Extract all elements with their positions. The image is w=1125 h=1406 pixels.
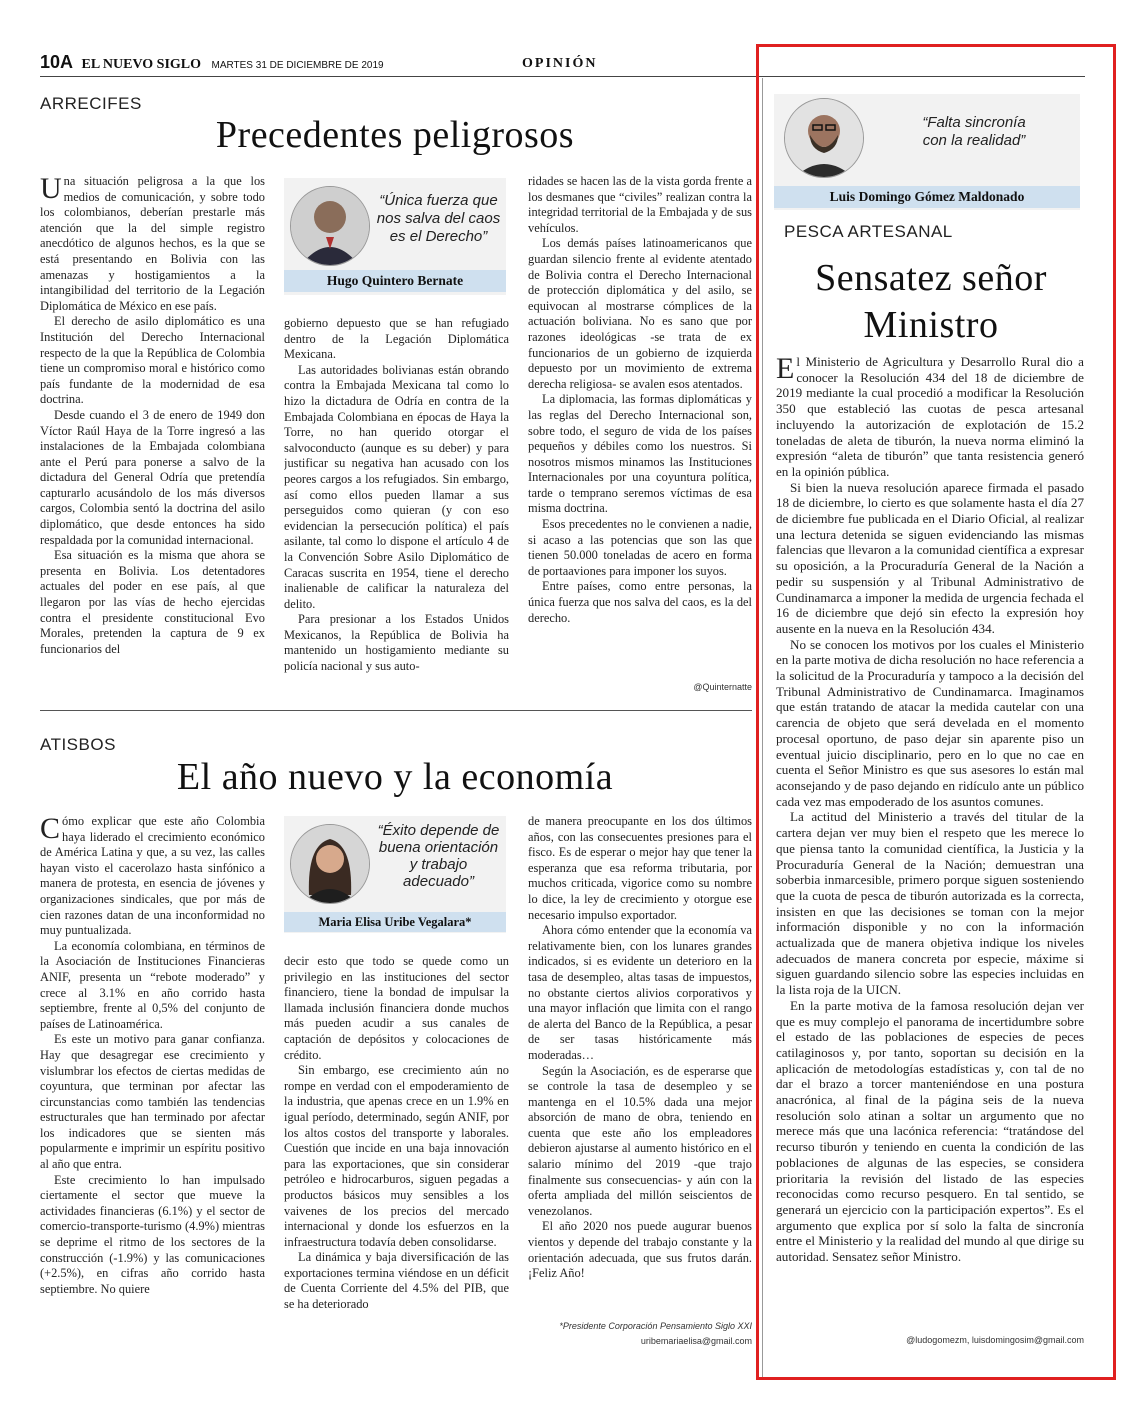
paragraph: ridades se hacen las de la vista gorda frente a los desmanes que “civiles” realizan contra la integridad territorial de la Embajada y de sus vehículos. — [528, 174, 752, 235]
article1-pull-quote: “Única fuerza que nos salva del caos es el Derecho” — [376, 192, 501, 245]
article2-author: Maria Elisa Uribe Vegalara* — [284, 912, 506, 932]
drop-cap: E — [776, 354, 795, 385]
article2-pull-quote: “Éxito depende de buena orientación y trabajo adecuado” — [377, 822, 500, 890]
article2-kicker: ATISBOS — [40, 735, 116, 754]
section-title: OPINIÓN — [522, 56, 598, 71]
article1-kicker: ARRECIFES — [40, 94, 142, 113]
paragraph: Entre países, como entre personas, la única fuerza que nos salva del caos, es la del derecho. — [528, 579, 752, 625]
article3-author: Luis Domingo Gómez Maldonado — [774, 186, 1080, 208]
article3-quote-box — [774, 94, 1080, 210]
article3-kicker: PESCA ARTESANAL — [784, 222, 953, 241]
paragraph: Este crecimiento lo han impulsado ciertamente el sector que mueve la actividades financieras (6.1%) y el sector de comercio-transporte-turismo (4.9%) mientras se deprime el ritmo de los sectores de la construcción (-1.9%) y las comunicaciones (+2.5%), en cifras año corrido hasta septiembre. No quiere — [40, 1172, 265, 1296]
paragraph: El año 2020 nos puede augurar buenos vientos y depende del trabajo constante y la orientación adecuada, que sus frutos darán. ¡Feliz Año! — [528, 1219, 752, 1281]
paragraph: La actitud del Ministerio a través del titular de la cartera dejan ver muy bien el respeto que les merece lo que piensa tanto la comunidad científica, la Justicia y la Procuraduría General de la Nación; demuestran una soberbia inmarcesible, primero porque siguen sosteniendo que la cuota de pesca de tiburón autorizada es la correcta, insisten en que las decisiones se toman con la mejor información disponible y no con la información actualizada que de manera objetiva indique los niveles adecuados de manera concreta por especie, máxime si siguen guardando silencio sobre las especies incluidas en la lista roja de la UICN. — [776, 809, 1084, 998]
paragraph: Esos precedentes no le convienen a nadie, si acaso a las potencias que son las que tienen 50.000 toneladas de acero en forma de portaaviones para imponer los suyos. — [528, 517, 752, 578]
paragraph: Cómo explicar que este año Colombia haya liderado el crecimiento económico de América Latina y que, a su vez, las calles hayan visto el cacerolazo hasta sinfónico a manera de protesta, en esencia de jóvenes y organizaciones sindicales, que por más de cien razones datan de una inconformidad no muy puntualizada. — [40, 814, 265, 938]
masthead-left — [40, 52, 384, 73]
paragraph: Las autoridades bolivianas están obrando contra la Embajada Mexicana tal como lo hizo la dictadura de Odría en contra de la Embajada Colombiana en épocas de Haya la Torre, no han querido otorgar el salvoconducto (aunque es su deber) y para justificar su negativa han acusado con los peores cargos a los refugiados. Sin embargo, así como ellos pueden llamar a sus perseguidos como quieran (y con eso evidencian la persecución política) el país asilante, tal como lo dispone el artículo 4 de la Convención Sobre Asilo Diplomático de Caracas suscrita en 1954, tiene el derecho inalienable de calificar la naturaleza del delito. — [284, 362, 509, 611]
article2-signature: uribemariaelisa@gmail.com — [640, 1336, 752, 1346]
page-number: 10A — [40, 52, 74, 72]
article1-signature: @Quinternatte — [693, 682, 752, 692]
drop-cap: U — [40, 174, 62, 205]
article3-column — [776, 354, 1084, 1329]
article1-column-1 — [40, 174, 265, 694]
article2-title: El año nuevo y la economía — [176, 756, 614, 798]
article3-signature: @ludogomezm, luisdomingosim@gmail.com — [906, 1335, 1084, 1345]
article2-column-1 — [40, 814, 265, 1354]
author-photo — [290, 186, 370, 266]
article3-pull-quote: “Falta sincronía con la realidad” — [922, 114, 1026, 149]
issue-date: MARTES 31 DE DICIEMBRE DE 2019 — [211, 60, 384, 71]
article1-column-3 — [528, 174, 752, 679]
paragraph: La dinámica y baja diversificación de las exportaciones termina viéndose en un déficit de Cuenta Corriente del 4.5% del PIB, que se ha deteriorado — [284, 1250, 509, 1312]
article2-footnote: *Presidente Corporación Pensamiento Siglo XXI — [559, 1321, 752, 1331]
article2-quote-box — [284, 816, 506, 933]
newspaper-name: EL NUEVO SIGLO — [81, 57, 202, 72]
article2-column-2 — [284, 954, 509, 1354]
paragraph: El Ministerio de Agricultura y Desarrollo Rural dio a conocer la Resolución 434 del 18 de diciembre de 2019 mediante la cual procedió a modificar la Resolución 350 que estableció las cuotas de pesca artesanal incluyendo la autorización de explotación de 15.2 toneladas de aleta de tiburón, la nueva norma eliminó la expresión “aleta de tiburón” que tanta resistencia generó en la opinión pública. — [776, 354, 1084, 479]
paragraph: Según la Asociación, es de esperarse que se controle la tasa de desempleo y se mantenga en el 10.5% dada una mejor absorción de mano de obra, teniendo en cuenta que este año los empleadores debieron ajustarse al aumento histórico en el salario mínimo del 2019 -que trajo finalmente sus consecuencias- y aún con la oferta ampliada del millón seiscientos de venezolanos. — [528, 1063, 752, 1218]
paragraph: El derecho de asilo diplomático es una Institución del Derecho Internacional respecto de la que la República de Colombia tiene un compromiso moral e histórico como país fundante de la modernidad de esa doctrina. — [40, 314, 265, 407]
article1-author: Hugo Quintero Bernate — [284, 270, 506, 292]
author-photo — [784, 98, 864, 178]
paragraph: La economía colombiana, en términos de la Asociación de Instituciones Financieras ANIF, presenta un “rebote moderado” y crece al 3.1% en año corrido hasta septiembre, frente al 0,5% del conjunto de países de Latinoamérica. — [40, 938, 265, 1031]
paragraph: de manera preocupante en los dos últimos años, con las consecuentes presiones para el fisco. Es de esperar o mejor hay que tener la esperanza que esa reforma tributaria, por muchos criticada, vigorice como su nombre lo dice, la ley de crecimiento y otorgue ese necesario impulso exportador. — [528, 814, 752, 922]
drop-cap: C — [40, 814, 61, 845]
paragraph: Sin embargo, ese crecimiento aún no rompe en verdad con el empoderamiento de la industria, que apenas crece en un 1.9% en igual período, determinado, según ANIF, por los altos costos del transporte y laborales. Cuestión que incide en una baja innovación para las exportaciones, que sin considerar petróleo e hidrocarburos, siguen pegadas a productos básicos muy sensibles a los vaivenes de los precios del mercado internacional y donde los esfuerzos en la infraestructura todavía deben consolidarse. — [284, 1063, 509, 1249]
article3-title: Sensatez señor Ministro — [815, 257, 1047, 346]
divider — [40, 710, 752, 711]
paragraph: Para presionar a los Estados Unidos Mexicanos, la República de Bolivia ha mantenido un hostigamiento mediante su policía nacional y sus auto- — [284, 612, 509, 674]
paragraph: En la parte motiva de la famosa resolución dejan ver que es muy complejo el panorama de incertidumbre sobre el estado de las poblaciones de especies de peces catilaginosos y, por tanto, soportan su decisión en la aplicación de metodologías estadísticas y, con tal de no dar el brazo a torcer manteniéndose en una postura anacrónica, al final de la página seis de la nueva resolución solo atinan a soltar un argumento que no merece más que una lacónica referencia: “tratándose del recurso tiburón y teniendo en cuenta la condición de las poblaciones de algunas de las especies, se considera prioritaria la revisión del listado de las especies reconocidas como recurso pesquero. En tal sentido, se generará un ejercicio con la participación expertos”. Es el argumento que explica por sí solo la falta de sincronía entre el Ministerio y la realidad del mundo al que dirige su autoridad. Sensatez señor Ministro. — [776, 997, 1084, 1265]
paragraph: Esa situación es la misma que ahora se presenta en Bolivia. Los detentadores actuales del poder en ese país, al que llegaron por las vías de hecho ejercidas contra el presidente constitucional Evo Morales, pretenden la captura de 9 ex funcionarios del — [40, 548, 265, 656]
paragraph: No se conocen los motivos por los cuales el Ministerio en la parte motiva de dicha resolución no hace referencia a la solicitud de la Procuraduría y tampoco a la decisión del Tribunal Administrativo de Cundinamarca. Imaginamos que están tratando de atacar la medida cautelar con una carencia de objeto que será develada en el momento procesal oportuno, de paso dejar sin aparente piso un eventual juicio disciplinario, pero en lo que no cae en cuenta el Señor Ministro es que sus asesores lo están mal aconsejando y de paso dejando en ridículo ante un público cada vez mas empoderado de los asuntos comunes. — [776, 636, 1084, 809]
paragraph: Es este un motivo para ganar confianza. Hay que desagregar ese crecimiento y vislumbrar los efectos de ciertas medidas de coyuntura, que terminan por afectar las circunstancias como también las tendencias estructurales que han terminado por afectar los indicadores que se sienten más popularmente e imprimir un espíritu positivo al año que entra. — [40, 1032, 265, 1172]
article1-title: Precedentes peligrosos — [215, 114, 575, 156]
article1-quote-box — [284, 178, 506, 295]
paragraph: Los demás países latinoamericanos que guardan silencio frente al evidente atentado de Bolivia contra el Derecho Internacional de protección diplomática y del asilo, se equivocan al mostrarse cómplices de la actuación boliviana. No es sano que por razones ideológicas -se trata de ex funcionarios de un gobierno de izquierda depuesto por un movimiento de extrema derecha religiosa- se avalen esos atentados. — [528, 236, 752, 391]
paragraph: decir esto que todo se quede como un privilegio en las instituciones del sector financiero, tiene la bondad de impulsar la llamada inclusión financiera donde muchos más pueden acudir a sus canales de captación de depósitos y colocaciones de crédito. — [284, 954, 509, 1062]
author-photo — [290, 824, 370, 904]
paragraph: gobierno depuesto que se han refugiado dentro de la Legación Diplomática Mexicana. — [284, 316, 509, 362]
paragraph: Si bien la nueva resolución aparece firmada el pasado 18 de diciembre, lo cierto es que solamente hasta el día 27 de diciembre fue publicada en el Diario Oficial, al realizar una lectura detenida se siguen evidenciando las mismas falencias que llevaron a la comunidad científica a expresar su oposición, a la Procuraduría General de la Nación a pedir su suspensión y al Tribunal Administrativo de Cundinamarca a imponer la medida de urgencia fechada el 16 de diciembre que dejó sin efecto la expresión hoy ausente en la nueva en la Resolución 434. — [776, 479, 1084, 636]
article2-column-3 — [528, 814, 752, 1319]
paragraph: Desde cuando el 3 de enero de 1949 don Víctor Raúl Haya de la Torre ingresó a las instalaciones de la Embajada colombiana ante el Perú para ponerse a salvo de la dictadura del General Odría que pretendía capturarlo acusándolo de los más diversos cargos, Colombia sentó la doctrina del asilo diplomático, que desde entonces ha sido respaldada por la comunidad internacional. — [40, 407, 265, 547]
article1-column-2 — [284, 316, 509, 696]
paragraph: Una situación peligrosa a la que los medios de comunicación, y sobre todo los colombianos, deberían prestarle más atención que la del simple registro anecdótico de algunos hechos, es la que se está presentando en Bolivia con las amenazas y hostigamientos a la intangibilidad del territorio de la Legación Diplomática de México en ese país. — [40, 174, 265, 313]
paragraph: Ahora cómo entender que la economía va relativamente bien, con los lunares grandes indicados, si es evidente un deterioro en la tasa de desempleo, altas tasas de impuestos, no obstante ciertos alivios corporativos y una mayor inflación que limita con el rango de alerta del Banco de la República, a pesar de ser tasas históricamente más moderadas… — [528, 923, 752, 1062]
paragraph: La diplomacia, las formas diplomáticas y las reglas del Derecho Internacional son, sobre todo, el seguro de vida de los países pequeños y débiles como los nuestros. Si nosotros mismos minamos las Instituciones Internacionales por una coyuntura política, tarde o temprano seremos víctimas de esa misma doctrina. — [528, 392, 752, 516]
